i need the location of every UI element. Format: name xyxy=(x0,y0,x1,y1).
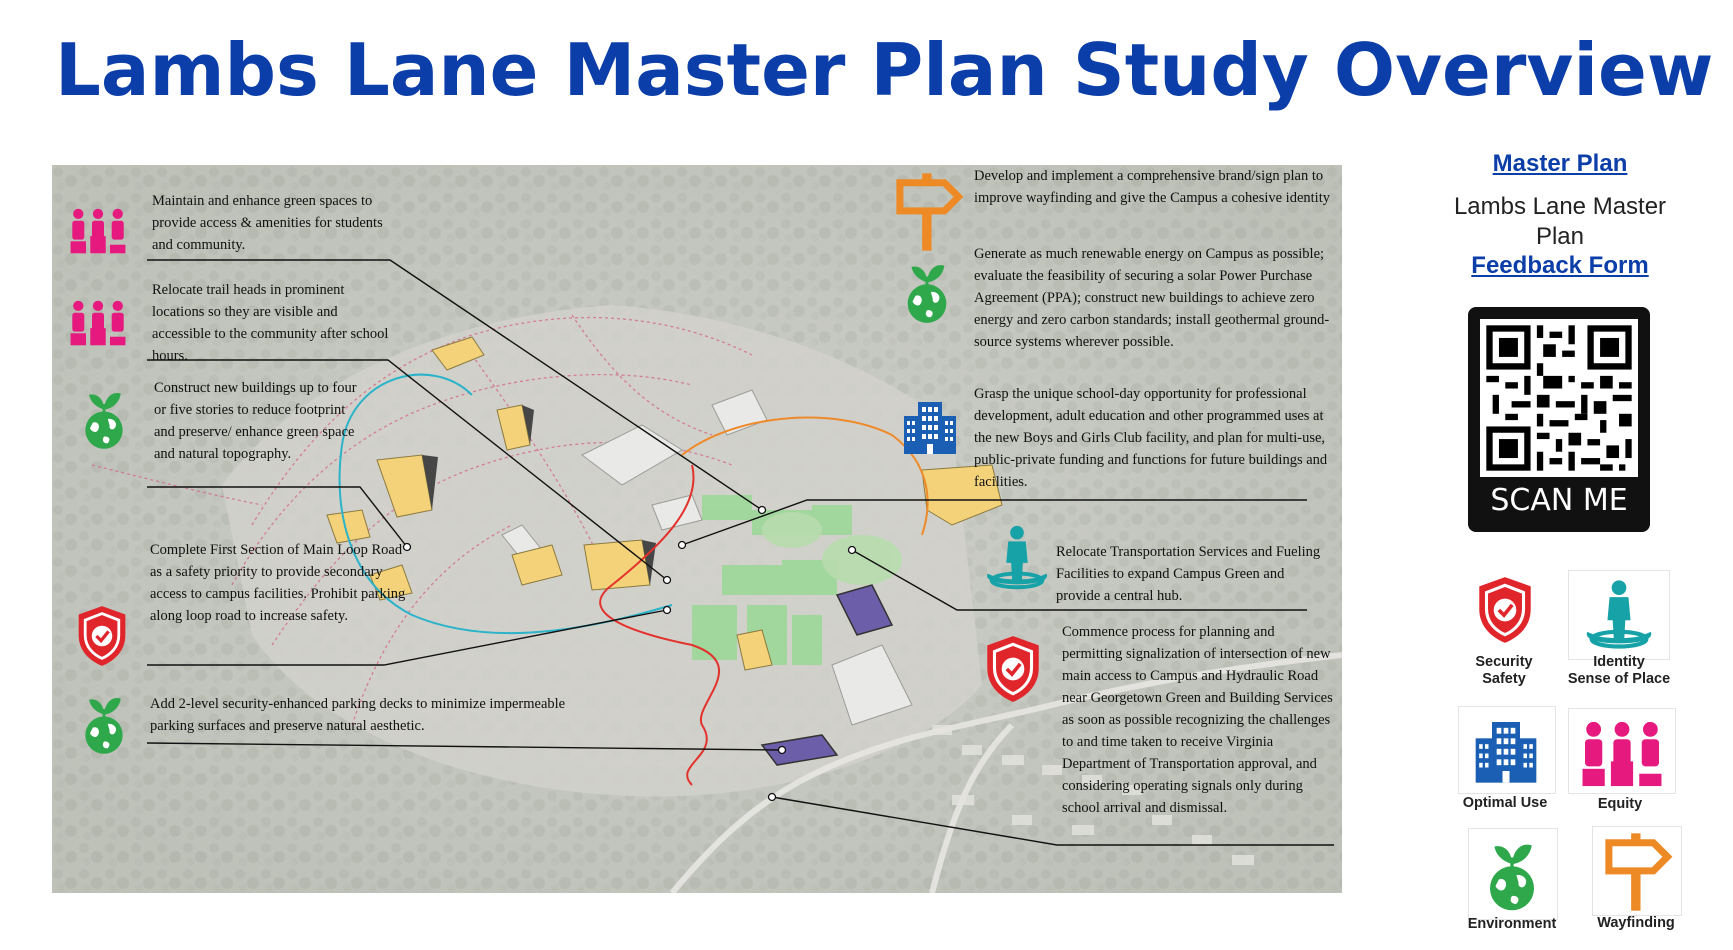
page-title: Lambs Lane Master Plan Study Overview xyxy=(55,28,1714,112)
legend-equity xyxy=(1568,708,1676,794)
wayfinding-sign-icon xyxy=(1599,831,1675,913)
note-transportation: Relocate Transportation Services and Fueling Facilities to expand Campus Green and provide a central hub. xyxy=(1056,544,1321,604)
legend-security-label xyxy=(1450,654,1558,688)
optimal-use-building-icon xyxy=(1471,715,1541,785)
legend-identity xyxy=(1568,570,1670,660)
identity-person-icon xyxy=(1577,577,1661,653)
feedback-form-caption: Lambs Lane Master Plan xyxy=(1453,193,1667,250)
environment-icon xyxy=(76,690,132,756)
identity-person-icon xyxy=(978,523,1056,593)
equity-icon xyxy=(68,297,128,349)
legend-security-line2: Safety xyxy=(1482,671,1526,687)
master-plan-link[interactable]: Master Plan xyxy=(1492,150,1628,177)
feedback-form-link[interactable]: Feedback Form xyxy=(1471,252,1649,279)
note-green-spaces: Maintain and enhance green spaces to provide access & amenities for students and community. xyxy=(152,193,383,253)
security-shield-icon xyxy=(74,603,130,669)
qr-code[interactable] xyxy=(1468,307,1650,532)
note-signalization: Commence process for planning and permitting signalization of intersection of new main access to Campus and Hydraulic Road near Georgetown Green and Building Services as soon as possible recognizing the challenges to and time taken to receive Virginia Department of Transportation approval, and considering operating signals only during school arrival and dismissal. xyxy=(1062,624,1333,816)
security-shield-icon xyxy=(982,633,1044,705)
feedback-panel xyxy=(1400,150,1720,280)
note-loop-road: Complete First Section of Main Loop Road as a safety priority to provide secondary access to campus facilities. Prohibit parking along loop road to increase safety. xyxy=(150,542,406,624)
legend-identity-label xyxy=(1544,654,1694,688)
legend-optimal-use-label: Optimal Use xyxy=(1462,795,1548,811)
note-parking-decks: Add 2-level security-enhanced parking decks to minimize impermeable parking surfaces and preserve natural aesthetic. xyxy=(150,696,566,734)
legend-security-line1: Security xyxy=(1475,654,1533,670)
legend-security xyxy=(1458,572,1550,660)
note-brand-sign: Develop and implement a comprehensive brand/sign plan to improve wayfinding and give the Campus a cohesive identity xyxy=(974,168,1330,206)
environment-icon xyxy=(898,257,956,325)
legend-optimal-use xyxy=(1458,706,1556,794)
environment-icon xyxy=(76,385,132,451)
note-new-buildings: Construct new buildings up to four or five stories to reduce footprint and preserve/ enhance green space and natural topography. xyxy=(154,380,357,462)
optimal-use-building-icon xyxy=(900,395,960,457)
legend-identity-line1: Identity xyxy=(1593,654,1645,670)
legend-wayfinding xyxy=(1592,826,1682,916)
qr-code-pattern xyxy=(1480,319,1638,477)
note-renewable-energy: Generate as much renewable energy on Campus as possible; evaluate the feasibility of securing a solar Power Purchase Agreement (PPA); construct new buildings to achieve zero energy and zero carbon standards; install geothermal ground-source systems wherever possible. xyxy=(974,246,1330,350)
legend-identity-line2: Sense of Place xyxy=(1567,671,1671,687)
legend-wayfinding-label: Wayfinding xyxy=(1597,915,1675,931)
note-trail-heads: Relocate trail heads in prominent locations so they are visible and accessible to the community after school hours. xyxy=(152,282,389,364)
legend-environment-label: Environment xyxy=(1467,916,1557,932)
equity-icon xyxy=(68,205,128,257)
equity-icon xyxy=(1577,717,1667,791)
security-shield-icon xyxy=(1474,574,1536,646)
legend-equity-label: Equity xyxy=(1597,796,1643,812)
note-school-day: Grasp the unique school-day opportunity for professional development, adult education and other programmed uses at the new Boys and Girls Club facility, and plan for multi-use, public-private funding and functions for future buildings and facilities. xyxy=(974,386,1328,490)
scan-me-label: SCAN ME xyxy=(1490,483,1628,518)
wayfinding-sign-icon xyxy=(890,171,966,253)
environment-icon xyxy=(1479,835,1545,913)
legend-environment xyxy=(1468,828,1558,920)
site-map xyxy=(52,165,1342,893)
